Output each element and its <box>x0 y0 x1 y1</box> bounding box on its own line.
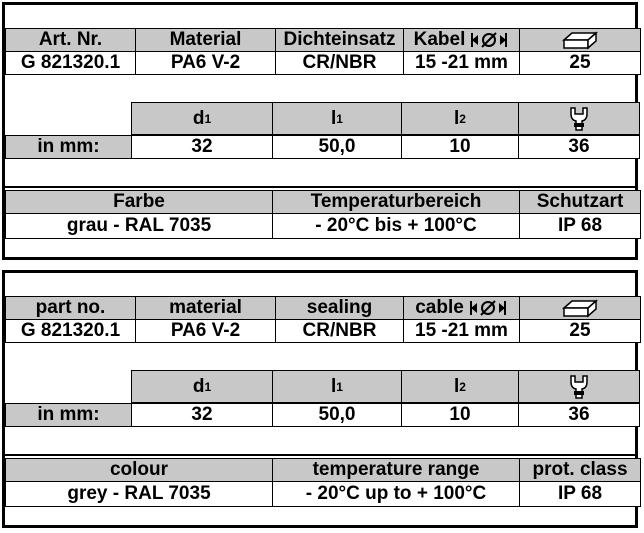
header-row <box>5 28 640 52</box>
d1-value: 32 <box>131 135 273 159</box>
d1-value: 32 <box>131 403 273 427</box>
divider <box>5 186 635 188</box>
cable-header <box>403 28 520 52</box>
d1-header: d 1 <box>131 102 273 135</box>
wrench-size-icon <box>568 374 590 400</box>
cable-header-label: cable <box>415 297 464 318</box>
protection-value: IP 68 <box>519 481 641 507</box>
d1-header: d 1 <box>131 370 273 403</box>
props-header-row <box>5 190 640 214</box>
dims-header-row <box>131 370 639 403</box>
temp-value: - 20°C up to + 100°C <box>272 481 520 507</box>
dims-unit-label: in mm: <box>5 135 132 159</box>
colour-value: grey - RAL 7035 <box>5 481 273 507</box>
pack-value: 25 <box>519 319 641 343</box>
protection-header: prot. class <box>519 458 641 482</box>
seal-header: sealing <box>275 296 404 320</box>
l1-value: 50,0 <box>272 135 402 159</box>
props-value-row <box>5 481 640 507</box>
cable-value: 15 -21 mm <box>403 319 520 343</box>
package-box-icon <box>562 30 598 50</box>
wrench-value: 36 <box>518 403 640 427</box>
seal-value: CR/NBR <box>275 51 404 75</box>
cable-diameter-icon <box>468 299 508 317</box>
temp-value: - 20°C bis + 100°C <box>272 213 520 239</box>
art-nr-value: G 821320.1 <box>5 51 136 75</box>
l2-value: 10 <box>401 403 519 427</box>
spec-panel-german <box>2 2 638 260</box>
l1-value: 50,0 <box>272 403 402 427</box>
l2-header: l 2 <box>401 370 519 403</box>
divider <box>5 454 635 456</box>
part-no-value: G 821320.1 <box>5 319 136 343</box>
cable-diameter-icon <box>469 31 509 49</box>
colour-header: colour <box>5 458 273 482</box>
spec-panel-english <box>2 270 638 528</box>
l2-value: 10 <box>401 135 519 159</box>
package-header <box>519 296 641 320</box>
wrench-header <box>518 370 640 403</box>
art-nr-header: Art. Nr. <box>5 28 136 52</box>
material-header: Material <box>135 28 276 52</box>
material-value: PA6 V-2 <box>135 51 276 75</box>
pack-value: 25 <box>519 51 641 75</box>
seal-header: Dichteinsatz <box>275 28 404 52</box>
cable-header <box>403 296 520 320</box>
protection-header: Schutzart <box>519 190 641 214</box>
header-row <box>5 296 640 320</box>
l1-header: l 1 <box>272 370 402 403</box>
color-value: grau - RAL 7035 <box>5 213 273 239</box>
protection-value: IP 68 <box>519 213 641 239</box>
dims-header-row <box>131 102 639 135</box>
package-box-icon <box>562 298 598 318</box>
l1-header: l 1 <box>272 102 402 135</box>
wrench-size-icon <box>568 106 590 132</box>
dims-value-row <box>5 403 639 427</box>
wrench-header <box>518 102 640 135</box>
part-no-header: part no. <box>5 296 136 320</box>
color-header: Farbe <box>5 190 273 214</box>
value-row <box>5 51 640 75</box>
value-row <box>5 319 640 343</box>
cable-value: 15 -21 mm <box>403 51 520 75</box>
material-value: PA6 V-2 <box>135 319 276 343</box>
package-header <box>519 28 641 52</box>
dims-value-row <box>5 135 639 159</box>
dims-unit-label: in mm: <box>5 403 132 427</box>
wrench-value: 36 <box>518 135 640 159</box>
temp-header: temperature range <box>272 458 520 482</box>
seal-value: CR/NBR <box>275 319 404 343</box>
props-value-row <box>5 213 640 239</box>
l2-header: l 2 <box>401 102 519 135</box>
temp-header: Temperaturbereich <box>272 190 520 214</box>
material-header: material <box>135 296 276 320</box>
props-header-row <box>5 458 640 482</box>
cable-header-label: Kabel <box>413 29 466 50</box>
